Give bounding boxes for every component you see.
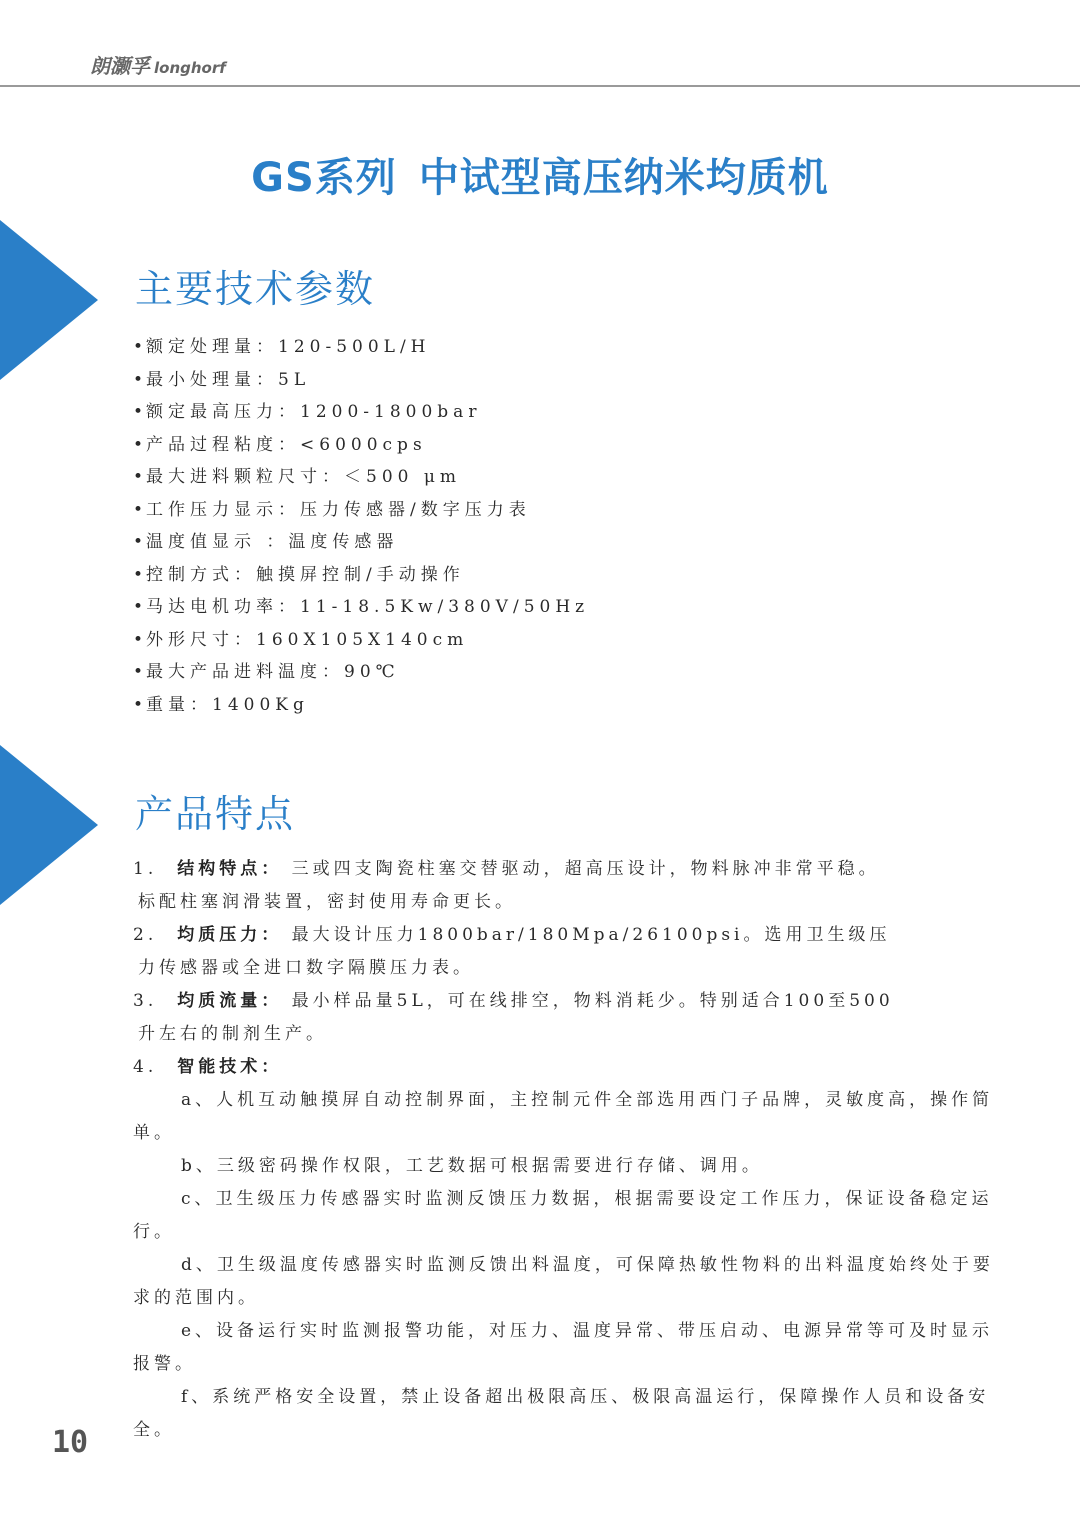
brand-name-cn: 朗灏孚 — [90, 54, 150, 78]
features-heading: 产品特点 — [135, 792, 296, 836]
spec-item: • 额定处理量：120-500L/H — [133, 337, 431, 357]
brand-logo — [90, 50, 226, 79]
spec-item: • 最大产品进料温度：90℃ — [133, 662, 400, 682]
spec-item: • 温度值显示 ：温度传感器 — [133, 532, 399, 552]
spec-item: • 额定最高压力：1200-1800bar — [133, 402, 482, 422]
feature-flow: 3. 均质流量： 最小样品量5L，可在线排空，物料消耗少。特别适合100至500 — [133, 991, 894, 1011]
spec-item: • 最大进料颗粒尺寸：＜500 μm — [133, 467, 462, 487]
spec-item: • 马达电机功率：11-18.5Kw/380V/50Hz — [133, 597, 590, 617]
spec-item: • 控制方式：触摸屏控制/手动操作 — [133, 564, 465, 585]
features-body — [133, 853, 1013, 1447]
feature-smart-c: c、卫生级压力传感器实时监测反馈压力数据，根据需要设定工作压力，保证设备稳定运行。 — [133, 1189, 993, 1242]
feature-smart: 4. 智能技术： — [133, 1057, 283, 1077]
spec-item: • 最小处理量：5L — [133, 369, 311, 390]
page-number: 10 — [52, 1425, 89, 1460]
feature-smart-a: a、人机互动触摸屏自动控制界面，主控制元件全部选用西门子品牌，灵敏度高，操作简单。 — [133, 1090, 994, 1143]
title-product: 中试型高压纳米均质机 — [418, 155, 829, 201]
page-title — [0, 146, 1080, 203]
feature-structure: 1. 结构特点： 三或四支陶瓷柱塞交替驱动，超高压设计，物料脉冲非常平稳。 — [133, 859, 880, 879]
feature-flow-cont: 升左右的制剂生产。 — [138, 1024, 327, 1044]
feature-structure-cont: 标配柱塞润滑装置，密封使用寿命更长。 — [138, 892, 516, 912]
spec-item: • 重量：1400Kg — [133, 694, 309, 715]
section-marker-triangle — [0, 745, 98, 905]
spec-item: • 外形尺寸：160X105X140cm — [133, 629, 469, 650]
specs-heading: 主要技术参数 — [135, 267, 376, 311]
section-marker-triangle — [0, 220, 98, 380]
feature-pressure-cont: 力传感器或全进口数字隔膜压力表。 — [138, 958, 474, 978]
page-header — [0, 0, 1080, 87]
brand-name-en: longhorf — [154, 59, 226, 77]
feature-smart-b: b、三级密码操作权限，工艺数据可根据需要进行存储、调用。 — [181, 1156, 763, 1176]
feature-smart-e: e、设备运行实时监测报警功能，对压力、温度异常、带压启动、电源异常等可及时显示报警。 — [133, 1321, 994, 1374]
feature-smart-d: d、卫生级温度传感器实时监测反馈出料温度，可保障热敏性物料的出料温度始终处于要求的范围内。 — [133, 1255, 994, 1308]
spec-item: • 工作压力显示：压力传感器/数字压力表 — [133, 499, 531, 520]
title-series: GS系列 — [251, 155, 397, 201]
feature-pressure: 2. 均质压力： 最大设计压力1800bar/180Mpa/26100psi。选用卫生级压 — [133, 925, 891, 945]
spec-item: • 产品过程粘度：<6000cps — [133, 434, 427, 455]
feature-smart-f: f、系统严格安全设置，禁止设备超出极限高压、极限高温运行，保障操作人员和设备安全。 — [133, 1387, 990, 1440]
specs-list — [133, 331, 589, 721]
